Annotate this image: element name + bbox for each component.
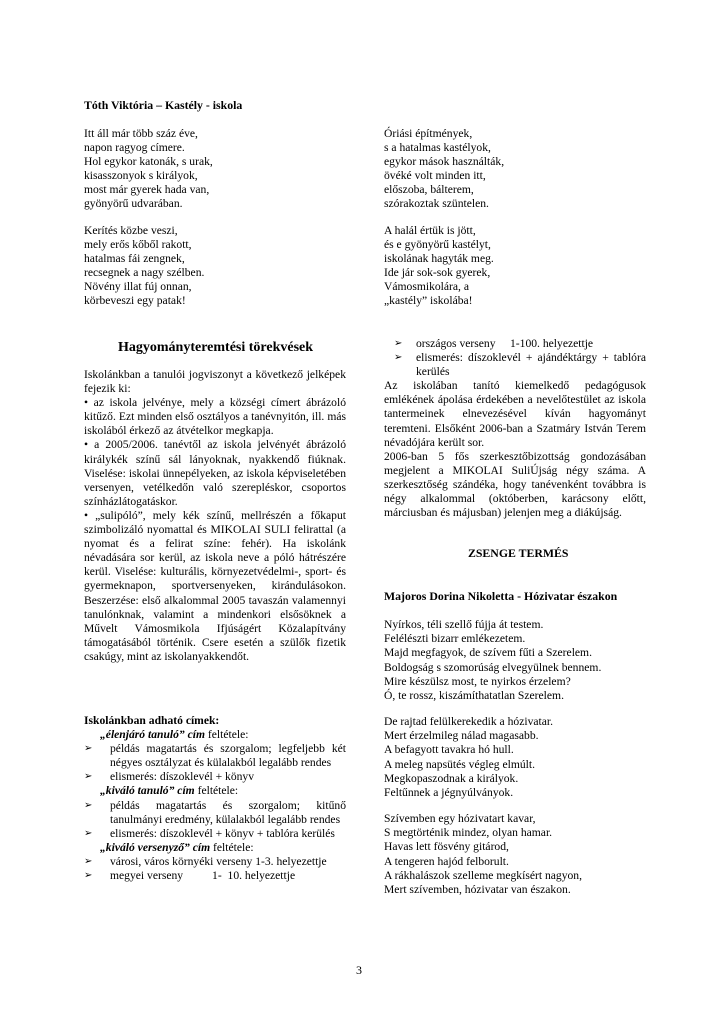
arrow-bullet-icon: ➢	[84, 771, 93, 783]
right-column-text	[384, 337, 646, 520]
poem-line: övéké volt minden itt,	[384, 169, 486, 182]
poem-line: mely erős kőből rakott,	[84, 238, 192, 251]
bullet-text: országos verseny 1-100. helyezettje	[416, 337, 594, 350]
title-3-bullet-4	[384, 351, 646, 379]
poem-line: Nyírkos, téli szellő fújja át testem.	[384, 618, 544, 631]
poem-line: De rajtad felülkerekedik a hózivatar.	[384, 715, 553, 728]
poem2-stanza-3	[384, 812, 644, 897]
poem-line: Feltűnnek a jégnyúlványok.	[384, 786, 514, 800]
poem-line: Boldogság s szomorúság elvegyülnek bennem.	[384, 660, 602, 674]
titles-heading: Iskolánkban adható címek:	[84, 714, 220, 727]
poem-line: Ide jár sok-sok gyerek,	[384, 266, 491, 279]
title-3-bullet-3	[384, 337, 646, 351]
poem-line: szórakoztak szüntelen.	[384, 197, 489, 210]
arrow-bullet-icon: ➢	[394, 338, 403, 349]
arrow-bullet-icon: ➢	[84, 870, 93, 882]
poem-line: Felélészti bizarr emlékezetem.	[384, 632, 526, 646]
poem2-stanza-1	[384, 618, 644, 703]
title-1-heading	[84, 728, 346, 742]
poem-left-stanza-1	[84, 127, 346, 211]
poem2-stanza-2	[384, 715, 644, 800]
poem-line: A befagyott tavakra hó hull.	[384, 743, 514, 757]
newspaper-paragraph: 2006-ban 5 fős szerkesztőbizottság gondozásában megjelent a MIKOLAI SuliÚjság négy száma. A szerkesztőség szándéka, hogy tanévenként továbbra is négy alkalommal (októberben, karácsony előtt, márciusban és májusban) jelenjen meg a diákújság.	[384, 449, 646, 520]
poem-line: Majd megfagyok, de szívem fűti a Szerelem.	[384, 646, 592, 660]
traditions-item-badge: • az iskola jelvénye, mely a községi címert ábrázoló kitűző. Ezt minden első osztályos a tanévnyitón, ill. más iskolából érkező az átvételkor megkapja.	[84, 396, 346, 438]
poem-line: egykor mások használták,	[384, 155, 505, 168]
section-title: Hagyományteremtési törekvések	[118, 340, 314, 355]
poem-line: Kerítés közbe veszi,	[84, 224, 178, 237]
poem-line: recsegnek a nagy szélben.	[84, 266, 205, 279]
poem-line: S megtörténik mindez, olyan hamar.	[384, 826, 553, 840]
title-1-name: „élenjáró tanuló” cím	[100, 728, 205, 742]
title-1-bullet-2	[84, 770, 346, 784]
poem-line: hatalmas fái zengnek,	[84, 252, 185, 265]
title-2-suffix: feltétele:	[194, 784, 239, 798]
title-2-name: „kiváló tanuló” cím	[100, 784, 195, 798]
traditions-intro: Iskolánkban a tanulói jogviszonyt a következő jelképek fejezik ki:	[84, 368, 346, 396]
title-3-heading	[84, 841, 346, 855]
bullet-text: megyei verseny 1- 10. helyezettje	[110, 869, 296, 883]
poem-line: s a hatalmas kastélyok,	[384, 141, 491, 154]
poem-line: Megkopaszodnak a királyok.	[384, 771, 519, 785]
title-3-bullet-1	[84, 855, 346, 869]
title-2-bullet-2	[84, 827, 346, 841]
poem-line: most már gyerek hada van,	[84, 183, 210, 196]
poem-line: Növény illat fúj onnan,	[84, 280, 192, 293]
poem-line: Hol egykor katonák, s urak,	[84, 155, 213, 168]
title-3-suffix: feltétele:	[210, 840, 254, 854]
arrow-bullet-icon: ➢	[84, 743, 93, 755]
bullet-text: elismerés: díszoklevél + könyv	[110, 770, 255, 784]
poem-line: A tengeren hajód felborult.	[384, 854, 509, 868]
bullet-text: városi, város környéki verseny 1-3. helyezettje	[110, 854, 327, 868]
poem2-title: Majoros Dorina Nikoletta - Hózivatar északon	[384, 589, 618, 603]
poem-line: gyönyörű udvarában.	[84, 197, 183, 210]
poem-line: előszoba, bálterem,	[384, 183, 474, 196]
zsenge-heading: ZSENGE TERMÉS	[468, 546, 569, 560]
poem-line: A rákhalászok szelleme megkísért nagyon,	[384, 868, 582, 882]
poem-line: Mire készülsz most, te nyirkos érzelem?	[384, 674, 571, 688]
poem-line: és e gyönyörű kastélyt,	[384, 238, 491, 251]
poem-line: Szívemben egy hózivatart kavar,	[384, 812, 536, 825]
poem-line: Mert érzelmileg nálad magasabb.	[384, 729, 539, 743]
poem-line: körbeveszi egy patak!	[84, 294, 186, 307]
traditions-item-scarf: • a 2005/2006. tanévtől az iskola jelvényét ábrázoló királykék színű sál lányoknak, nyakkendő fiúknak. Viselése: iskolai ünnepélyeken, az iskola képviseletében versenyen, vetélkedőn való szerepléskor, csoportos színházlátogatáskor.	[84, 438, 346, 508]
arrow-bullet-icon: ➢	[84, 799, 93, 811]
poem-line: Itt áll már több száz éve,	[84, 127, 198, 140]
bullet-text: elismerés: díszoklevél + ajándéktárgy + tablóra kerülés	[416, 351, 646, 379]
bullet-text: példás magatartás és szorgalom; legfeljebb két négyes osztályzat és külalakból legalább rendes	[110, 742, 346, 770]
traditions-text	[84, 368, 346, 664]
arrow-bullet-icon: ➢	[84, 855, 93, 867]
poem-line: Havas lett fösvény gitárod,	[384, 840, 509, 854]
traditions-item-shirt: • „sulipóló”, mely kék színű, mellrészén a főkaput szimbolizáló nyomattal és MIKOLAI SULI felirattal (a nyomat és a felirat színe: fehér). Ha iskolánk névadására sor kerül, az iskola neve a póló hátrészére kerül. Viselése: kulturális, környezetvédelmi-, sport- és gyermeknapon, sportversenyeken, kirándulásokon. Beszerzése: első alkalommal 2005 tavaszán valamennyi tanulónknak, valamint a mindenkori elsősöknek a Művelt Vámosmikola Ifjúságért Közalapítvány támogatásából történik. Csere esetén a szülők fizetik csakúgy, mint az iskolanyakkendőt.	[84, 508, 346, 663]
poem-right-stanza-1	[384, 127, 644, 211]
bullet-text: elismerés: díszoklevél + könyv + tablóra kerülés	[110, 826, 335, 840]
page-number: 3	[356, 963, 362, 977]
poem-line: kisasszonyok s királyok,	[84, 169, 198, 182]
title-2-bullet-1	[84, 799, 346, 827]
poem-title: Tóth Viktória – Kastély - iskola	[84, 98, 243, 112]
poem-line: Vámosmikolára, a	[384, 280, 469, 293]
poem-line: iskolának hagyták meg.	[384, 252, 494, 265]
poem-right-stanza-2	[384, 224, 644, 308]
title-1-bullet-1	[84, 742, 346, 770]
poem-line: Óriási építmények,	[384, 127, 473, 140]
arrow-bullet-icon: ➢	[394, 352, 403, 364]
title-1-suffix: feltétele:	[205, 728, 249, 742]
pedagogues-paragraph: Az iskolában tanító kiemelkedő pedagógusok emlékének ápolása érdekében a nevelőtestület az iskola tantermeinek elnevezésével kíván hagyományt teremteni. Elsőként 2006-ban a Szatmáry István Terem névadójára került sor.	[384, 379, 646, 449]
poem-left-stanza-2	[84, 224, 346, 308]
poem-line: napon ragyog címere.	[84, 141, 185, 154]
poem-line: Mert szívemben, hózivatar van északon.	[384, 883, 571, 897]
arrow-bullet-icon: ➢	[84, 827, 93, 839]
poem-line: Ó, te rossz, kiszámíthatatlan Szerelem.	[384, 689, 564, 703]
poem-line: A meleg napsütés végleg elmúlt.	[384, 757, 536, 771]
title-3-bullet-2	[84, 869, 346, 883]
title-3-name: „kiváló versenyző” cím	[100, 840, 211, 854]
titles-list	[84, 714, 346, 883]
title-2-heading	[84, 784, 346, 798]
poem-line: „kastély” iskolába!	[384, 294, 473, 307]
bullet-text: példás magatartás és szorgalom; kitűnő tanulmányi eredmény, külalakból legalább rendes	[110, 798, 346, 826]
poem-line: A halál értük is jött,	[384, 224, 476, 237]
